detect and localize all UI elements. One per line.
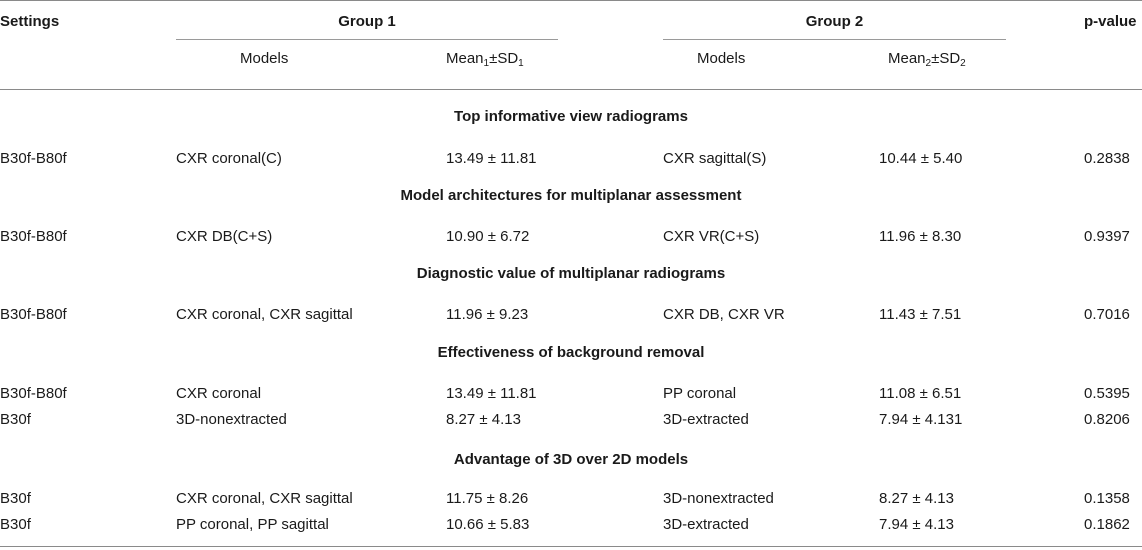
table-top-rule bbox=[0, 0, 1142, 1]
group-1-rule bbox=[176, 39, 558, 40]
cell-pvalue: 0.7016 bbox=[1084, 306, 1130, 323]
cell-value-2: 11.08 ± 6.51 bbox=[879, 385, 962, 402]
cell-pvalue: 0.8206 bbox=[1084, 411, 1130, 428]
cell-model-1: CXR coronal, CXR sagittal bbox=[176, 490, 353, 507]
cell-model-1: CXR coronal bbox=[176, 385, 262, 402]
cell-settings: B30f bbox=[0, 411, 31, 428]
cell-settings: B30f bbox=[0, 490, 31, 507]
header-group-2: Group 2 bbox=[805, 13, 864, 30]
cell-pvalue: 0.2838 bbox=[1084, 150, 1130, 167]
cell-pvalue: 0.1358 bbox=[1084, 490, 1130, 507]
section-title: Model architectures for multiplanar assessment bbox=[400, 187, 742, 204]
table-bottom-rule bbox=[0, 546, 1142, 547]
cell-value-2: 7.94 ± 4.131 bbox=[879, 411, 963, 428]
section-title: Advantage of 3D over 2D models bbox=[453, 451, 689, 468]
cell-settings: B30f bbox=[0, 516, 31, 533]
cell-model-1: 3D-nonextracted bbox=[176, 411, 287, 428]
cell-value-2: 8.27 ± 4.13 bbox=[879, 490, 954, 507]
cell-model-2: CXR DB, CXR VR bbox=[663, 306, 785, 323]
cell-model-1: CXR coronal, CXR sagittal bbox=[176, 306, 353, 323]
header-pvalue: p-value bbox=[1084, 13, 1137, 30]
cell-settings: B30f-B80f bbox=[0, 385, 67, 402]
group-2-rule bbox=[663, 39, 1006, 40]
header-models-1: Models bbox=[240, 50, 289, 67]
cell-value-2: 10.44 ± 5.40 bbox=[879, 150, 963, 167]
section-title: Diagnostic value of multiplanar radiograms bbox=[416, 265, 726, 282]
cell-value-1: 13.49 ± 11.81 bbox=[446, 150, 537, 167]
cell-settings: B30f-B80f bbox=[0, 150, 67, 167]
cell-model-2: PP coronal bbox=[663, 385, 737, 402]
cell-value-2: 11.43 ± 7.51 bbox=[879, 306, 962, 323]
cell-settings: B30f-B80f bbox=[0, 228, 67, 245]
cell-model-2: CXR VR(C+S) bbox=[663, 228, 760, 245]
cell-model-2: 3D-extracted bbox=[663, 516, 749, 533]
cell-pvalue: 0.9397 bbox=[1084, 228, 1130, 245]
cell-model-2: 3D-nonextracted bbox=[663, 490, 774, 507]
cell-pvalue: 0.1862 bbox=[1084, 516, 1130, 533]
header-mean-sd-2: $Mean_2\pm SD_2$ bbox=[888, 50, 966, 69]
cell-model-1: CXR coronal(C) bbox=[176, 150, 282, 167]
section-title: Top informative view radiograms bbox=[454, 108, 688, 125]
cell-settings: B30f-B80f bbox=[0, 306, 67, 323]
cell-value-1: 10.90 ± 6.72 bbox=[446, 228, 530, 245]
cell-model-1: PP coronal, PP sagittal bbox=[176, 516, 329, 533]
cell-model-2: 3D-extracted bbox=[663, 411, 749, 428]
header-mean-sd-1: $Mean_1\pm SD_1$ bbox=[446, 50, 524, 69]
cell-value-1: 11.96 ± 9.23 bbox=[446, 306, 529, 323]
header-models-2: Models bbox=[697, 50, 746, 67]
cell-value-1: 13.49 ± 11.81 bbox=[446, 385, 537, 402]
header-settings: Settings bbox=[0, 13, 60, 30]
cell-model-2: CXR sagittal(S) bbox=[663, 150, 767, 167]
cell-model-1: CXR DB(C+S) bbox=[176, 228, 273, 245]
cell-value-1: 8.27 ± 4.13 bbox=[446, 411, 521, 428]
cell-value-1: 10.66 ± 5.83 bbox=[446, 516, 530, 533]
cell-pvalue: 0.5395 bbox=[1084, 385, 1130, 402]
cell-value-1: 11.75 ± 8.26 bbox=[446, 490, 529, 507]
section-title: Effectiveness of background removal bbox=[437, 344, 705, 361]
header-bottom-rule bbox=[0, 89, 1142, 90]
cell-value-2: 11.96 ± 8.30 bbox=[879, 228, 962, 245]
header-group-1: Group 1 bbox=[338, 13, 396, 30]
cell-value-2: 7.94 ± 4.13 bbox=[879, 516, 954, 533]
